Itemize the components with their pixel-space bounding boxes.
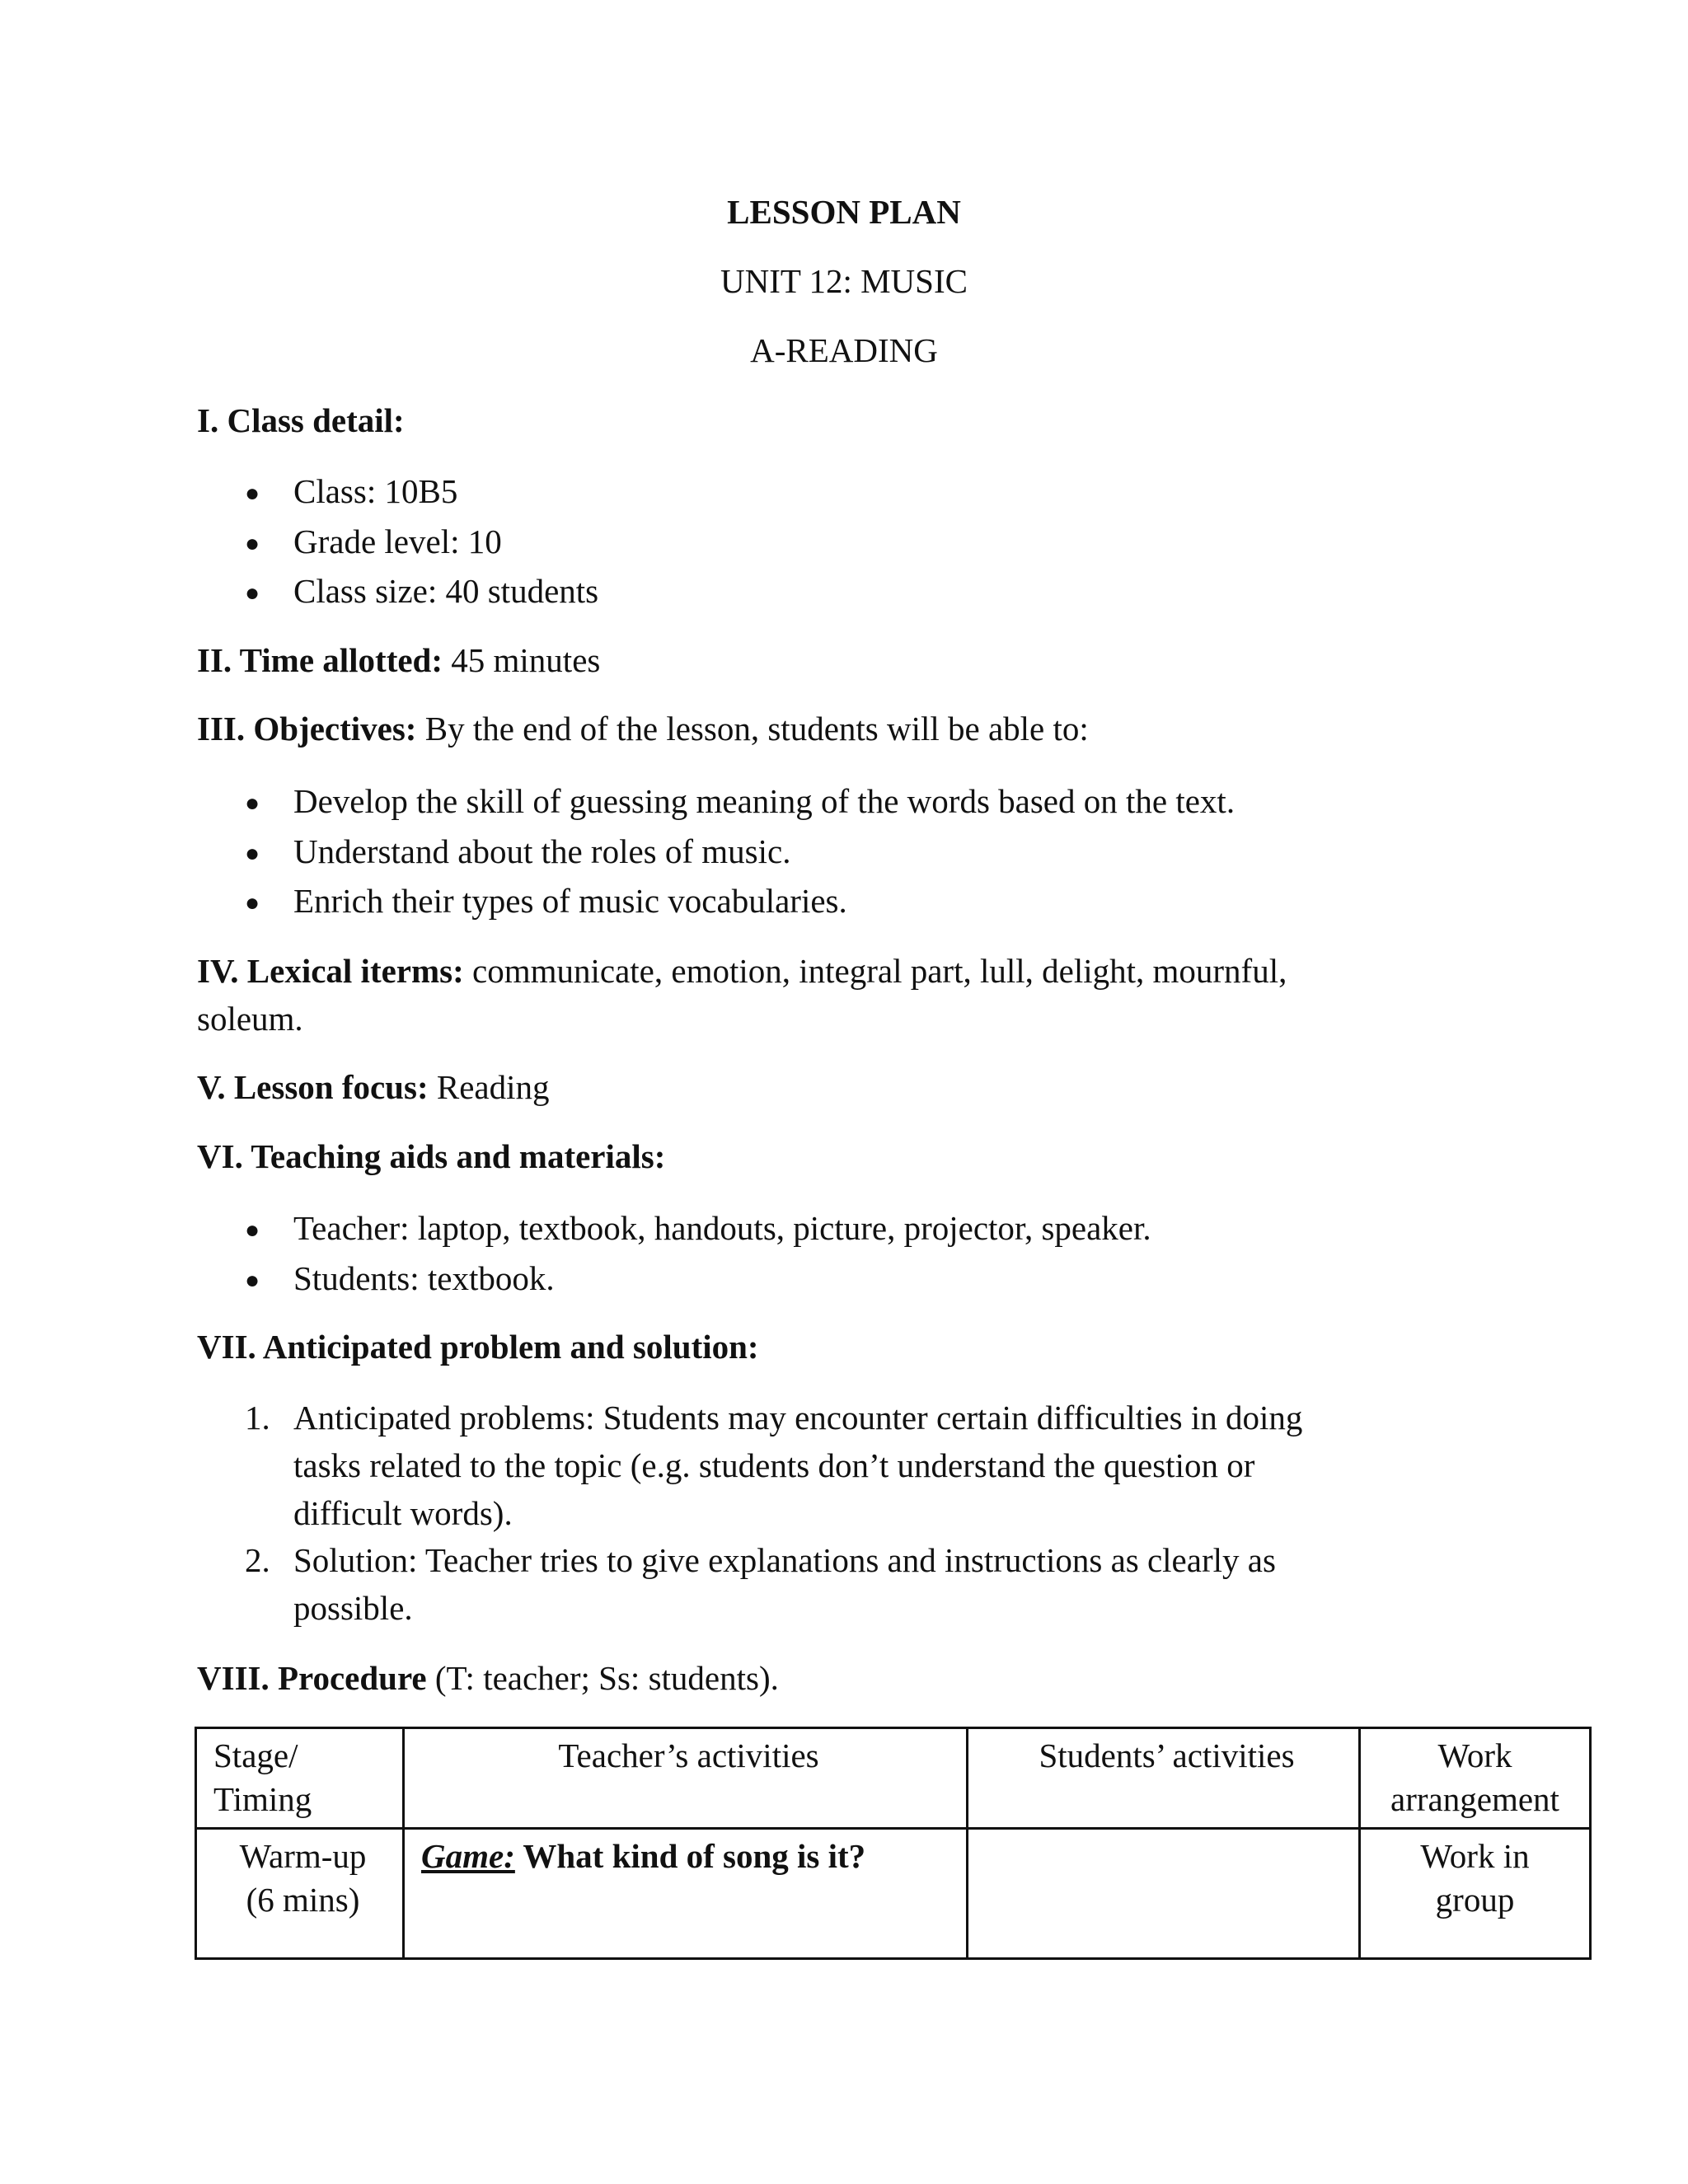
- table-row: [196, 1828, 1591, 1958]
- stage-cell: [196, 1828, 404, 1958]
- class-detail-heading: I. Class detail:: [197, 401, 405, 439]
- lexical-items: [197, 949, 1287, 993]
- game-label: Game:: [421, 1836, 515, 1875]
- work-arrangement-line: group: [1435, 1880, 1515, 1919]
- unit-title: UNIT 12: MUSIC: [720, 262, 968, 300]
- bullet-icon: ●: [245, 480, 260, 507]
- time-allotted: [197, 639, 600, 682]
- objective-item: Enrich their types of music vocabularies.: [293, 882, 847, 920]
- teaching-aid-item: Teacher: laptop, textbook, handouts, picture, projector, speaker.: [293, 1209, 1151, 1247]
- lexical-line2: soleum.: [197, 1000, 303, 1038]
- lesson-focus-label: V. Lesson focus:: [197, 1068, 429, 1106]
- work-arrangement-cell: [1360, 1828, 1591, 1958]
- bullet-icon: ●: [245, 840, 260, 867]
- header-stage-timing: [196, 1728, 404, 1829]
- lexical-line1: communicate, emotion, integral part, lull, delight, mournful,: [463, 952, 1287, 990]
- anticipated-heading: VII. Anticipated problem and solution:: [197, 1328, 759, 1366]
- procedure-note: (T: teacher; Ss: students).: [426, 1659, 779, 1697]
- objectives-intro: By the end of the lesson, students will be able to:: [416, 710, 1089, 748]
- lesson-focus: [197, 1066, 549, 1109]
- header-teacher-activities: Teacher’s activities: [404, 1728, 968, 1829]
- class-detail-item: Grade level: 10: [293, 523, 502, 560]
- bullet-icon: ●: [245, 1267, 260, 1294]
- bullet-icon: ●: [245, 1216, 260, 1244]
- objectives-label: III. Objectives:: [197, 710, 417, 748]
- anticipated-problem-line: difficult words).: [293, 1494, 513, 1532]
- stage-name: Warm-up: [239, 1836, 367, 1875]
- anticipated-problem-line: Anticipated problems: Students may encounter certain difficulties in doing: [293, 1399, 1303, 1436]
- solution-line: possible.: [293, 1589, 413, 1627]
- header-arrangement: arrangement: [1390, 1780, 1559, 1819]
- procedure: [197, 1657, 779, 1700]
- table-header-row: [196, 1728, 1591, 1829]
- stage-timing: (6 mins): [246, 1880, 360, 1919]
- lexical-label: IV. Lexical iterms:: [197, 952, 464, 990]
- header-work: Work: [1437, 1736, 1512, 1774]
- lesson-focus-value: Reading: [428, 1068, 550, 1106]
- bullet-icon: ●: [245, 790, 260, 817]
- list-number: 1.: [245, 1399, 270, 1436]
- section-title: A-READING: [750, 331, 938, 369]
- game-title: What kind of song is it?: [514, 1836, 866, 1875]
- teaching-aids-heading: VI. Teaching aids and materials:: [197, 1137, 666, 1175]
- header-students-activities: Students’ activities: [968, 1728, 1360, 1829]
- class-detail-item: Class size: 40 students: [293, 572, 599, 610]
- header-timing: Timing: [213, 1780, 312, 1819]
- procedure-table: [195, 1727, 1592, 1960]
- students-activity-cell: [968, 1828, 1360, 1958]
- header-stage: Stage/: [213, 1736, 298, 1774]
- solution-line: Solution: Teacher tries to give explanations and instructions as clearly as: [293, 1541, 1276, 1579]
- bullet-icon: ●: [245, 579, 260, 607]
- work-arrangement-line: Work in: [1420, 1836, 1530, 1875]
- anticipated-problem-line: tasks related to the topic (e.g. students don’t understand the question or: [293, 1446, 1255, 1484]
- list-number: 2.: [245, 1541, 270, 1579]
- procedure-label: VIII. Procedure: [197, 1659, 427, 1697]
- class-detail-item: Class: 10B5: [293, 472, 458, 510]
- objective-item: Understand about the roles of music.: [293, 832, 791, 870]
- bullet-icon: ●: [245, 889, 260, 916]
- time-allotted-value: 45 minutes: [443, 641, 601, 679]
- teacher-activity-cell: [404, 1828, 968, 1958]
- header-work-arrangement: [1360, 1728, 1591, 1829]
- teaching-aid-item: Students: textbook.: [293, 1259, 555, 1297]
- objective-item: Develop the skill of guessing meaning of the words based on the text.: [293, 782, 1236, 820]
- bullet-icon: ●: [245, 530, 260, 557]
- document-title: LESSON PLAN: [727, 193, 961, 231]
- time-allotted-label: II. Time allotted:: [197, 641, 443, 679]
- objectives: [197, 707, 1089, 751]
